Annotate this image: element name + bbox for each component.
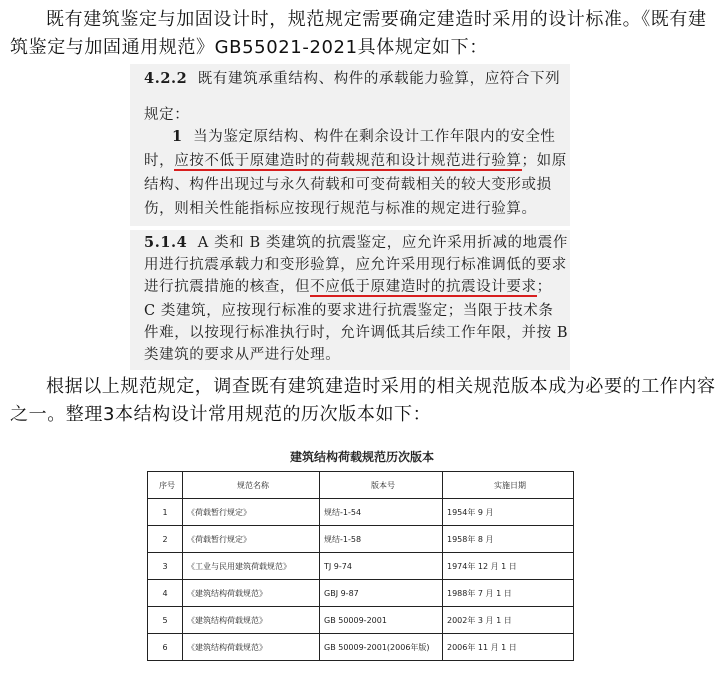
row-index: 5 [148,607,183,634]
clause-number: 5.1.4 [144,234,188,251]
table-header-row [148,472,574,499]
row-index: 3 [148,553,183,580]
clause-4-2-2-line-6: 伤，则相关性能指标应按现行规范与标准的规定进行验算。 [144,201,537,217]
row-version: 规结-1-58 [320,526,443,553]
clause-5-1-4-line-2: 用进行抗震承载力和变形验算，应允许采用现行标准调低的要求 [144,257,567,273]
highlighted-requirement: 应按不低于原建造时的荷载规范和设计规范进行验算 [174,153,522,169]
load-code-versions-table [147,471,574,661]
clause-5-1-4-line-1 [144,232,568,254]
row-index: 6 [148,634,183,661]
clause-4-2-2-excerpt [130,64,570,226]
clause-4-2-2-line-1 [144,68,560,90]
row-version: GB 50009-2001 [320,607,443,634]
row-effective-date: 1958年 8 月 [443,526,574,553]
row-index: 1 [148,499,183,526]
table-row [148,634,574,661]
item-number: 1 [172,128,183,145]
row-code-name: 《建筑结构荷载规范》 [183,634,320,661]
header-effective-date: 实施日期 [443,472,574,499]
row-code-name: 《建筑结构荷载规范》 [183,607,320,634]
header-index: 序号 [148,472,183,499]
row-index: 4 [148,580,183,607]
clause-4-2-2-line-2: 规定： [144,107,190,123]
clause-4-2-2-line-3 [172,126,556,148]
row-code-name: 《建筑结构荷载规范》 [183,580,320,607]
table-row [148,580,574,607]
table-row [148,607,574,634]
row-index: 2 [148,526,183,553]
table-row [148,499,574,526]
row-code-name: 《工业与民用建筑荷载规范》 [183,553,320,580]
clause-text: ；如原 [521,153,567,169]
clause-text: 既有建筑承重结构、构件的承载能力验算，应符合下列 [197,71,561,87]
row-version: 规结-1-54 [320,499,443,526]
row-effective-date: 2006年 11 月 1 日 [443,634,574,661]
row-code-name: 《荷载暂行规定》 [183,526,320,553]
clause-text: 当为鉴定原结构、构件在剩余设计工作年限内的安全性 [193,129,556,145]
clause-5-1-4-excerpt [130,230,570,370]
header-version: 版本号 [320,472,443,499]
table-title: 建筑结构荷载规范历次版本 [289,450,434,464]
row-code-name: 《荷载暂行规定》 [183,499,320,526]
clause-4-2-2-line-4 [144,150,567,172]
row-version: GB 50009-2001(2006年版) [320,634,443,661]
clause-text: ； [536,279,552,295]
table-row [148,553,574,580]
header-code-name: 规范名称 [183,472,320,499]
clause-number: 4.2.2 [144,70,188,87]
clause-5-1-4-line-3 [144,276,552,298]
clause-5-1-4-line-6: 类建筑的要求从严进行处理。 [144,347,341,363]
clause-4-2-2-line-5: 结构、构件出现过与永久荷载和可变荷载相关的较大变形或损 [144,177,552,193]
highlighted-requirement: 不应低于原建造时的抗震设计要求 [310,279,537,295]
intro-paragraph: 既有建筑鉴定与加固设计时，规范规定需要确定建造时采用的设计标准。《既有建筑鉴定与加固通用规范》GB55021-2021具体规定如下： [10,9,707,58]
clause-5-1-4-line-5: 件难，以按现行标准执行时，允许调低其后续工作年限，并按 B [144,325,569,341]
row-effective-date: 2002年 3 月 1 日 [443,607,574,634]
row-version: TJ 9-74 [320,553,443,580]
row-version: GBJ 9-87 [320,580,443,607]
clause-text: 时， [144,153,175,169]
row-effective-date: 1988年 7 月 1 日 [443,580,574,607]
clause-text: 进行抗震措施的核查，但 [144,279,311,295]
table-row [148,526,574,553]
row-effective-date: 1974年 12 月 1 日 [443,553,574,580]
summary-paragraph: 根据以上规范规定，调查既有建筑建造时采用的相关规范版本成为必要的工作内容之一。整理3本结构设计常用规范的历次版本如下： [10,376,716,425]
clause-text: A 类和 B 类建筑的抗震鉴定，应允许采用折减的地震作 [197,235,568,251]
clause-5-1-4-line-4: C 类建筑，应按现行标准的要求进行抗震鉴定；当限于技术条 [144,303,554,319]
row-effective-date: 1954年 9 月 [443,499,574,526]
